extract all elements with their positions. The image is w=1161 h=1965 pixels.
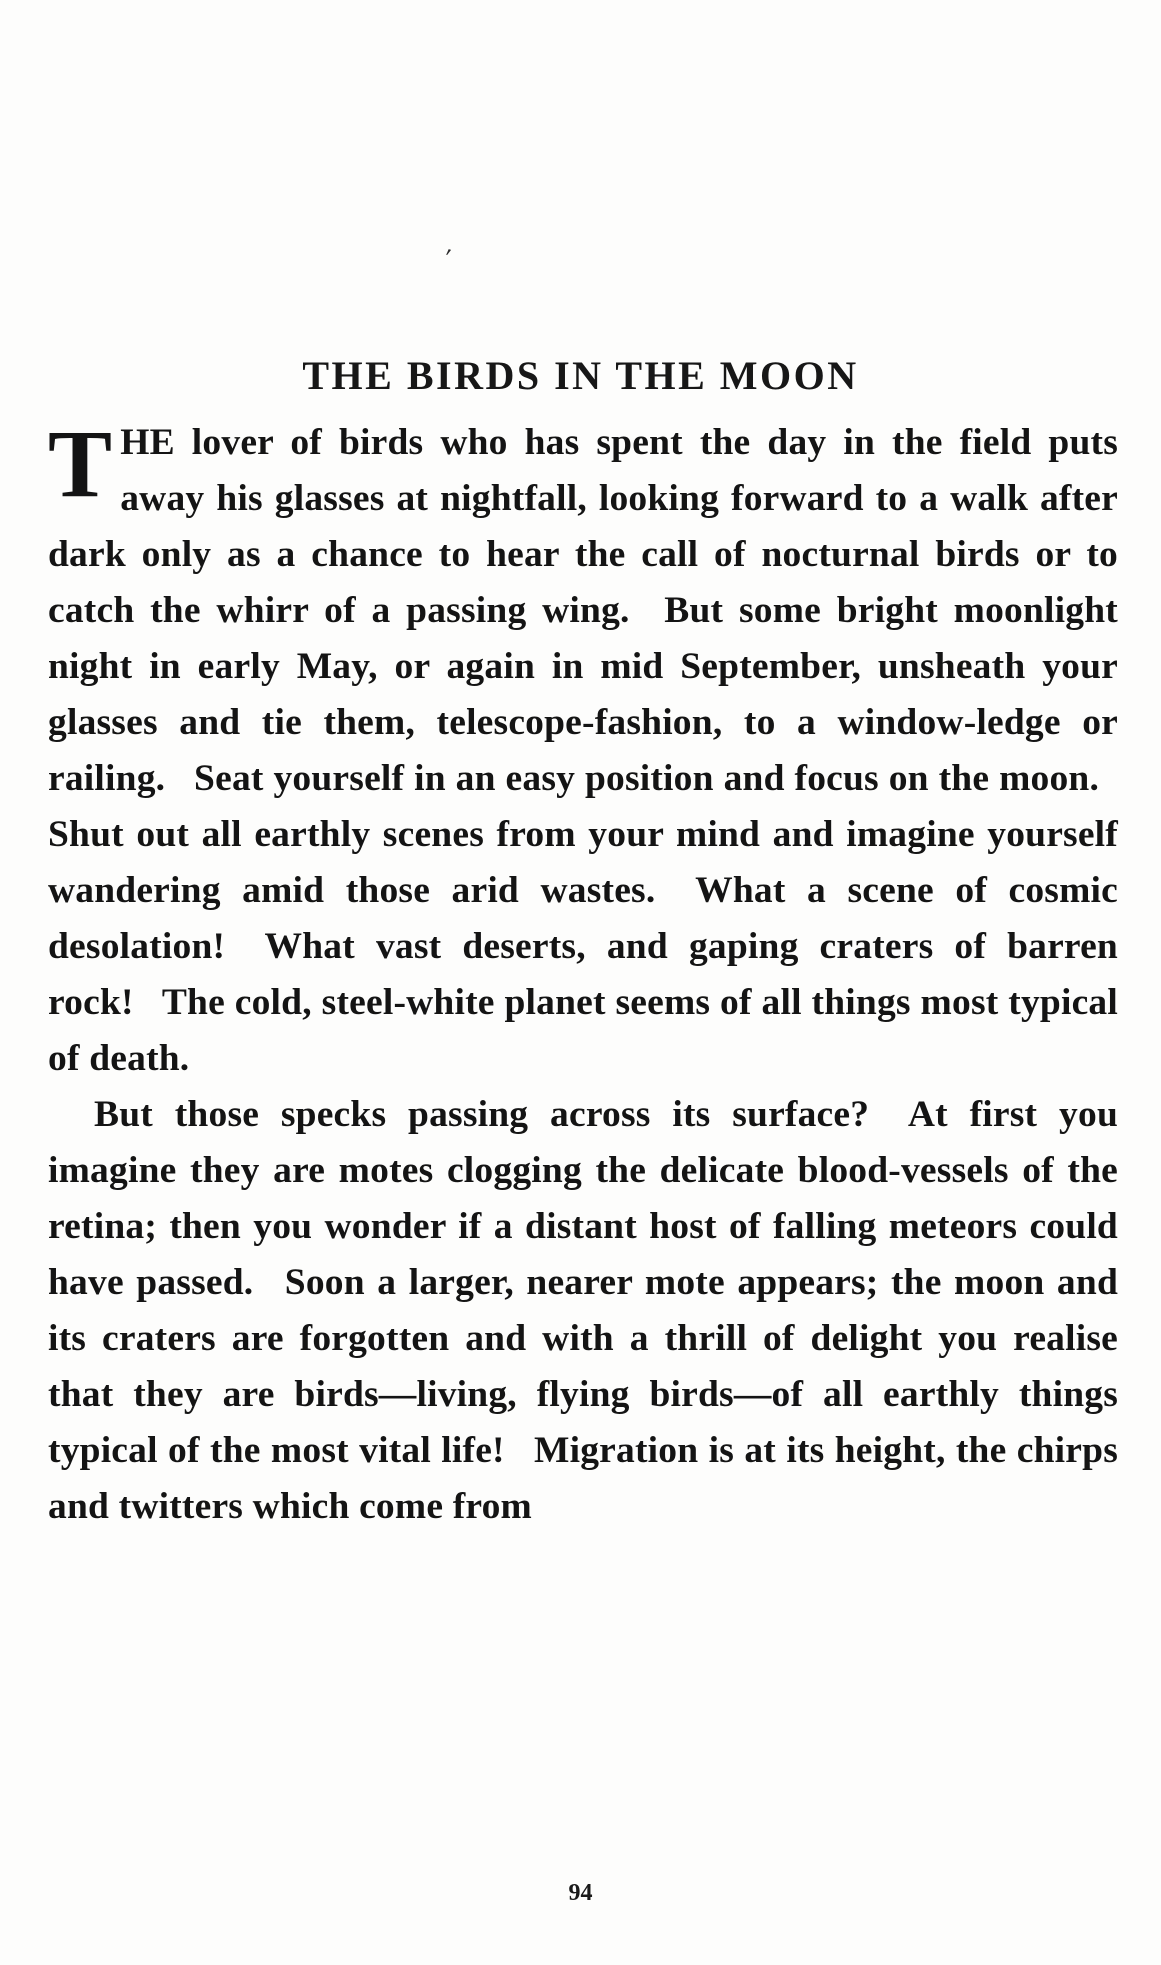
paragraph-first [48,410,1118,1087]
body-text [48,410,1118,1535]
paragraph-second: But those specks passing across its surface? At first you imagine they are motes clogging the delicate blood-vessels of the retina; then you wonder if a distant host of falling meteors could have passed. Soon a larger, nearer mote appears; the moon and its craters are forgotten and with a thrill of delight you realise that they are birds—living, flying birds—of all earthly things typical of the most vital life! Migration is at its height, the chirps and twitters which come from [48,1094,1118,1527]
stray-ink-mark: ′ [439,242,455,273]
page-number: 94 [568,1880,593,1906]
paragraph-first-text: HE lover of birds who has spent the day in the field puts away his glasses at nightfall, looking forward to a walk after dark only as a chance to hear the call of nocturnal birds or to catch the whirr of a passing wing. But some bright moonlight night in early May, or again in mid September, unsheath your glasses and tie them, telescope-fashion, to a window-ledge or railing. Seat yourself in an easy position and focus on the moon. Shut out all earthly scenes from your mind and imagine yourself wandering amid those arid wastes. What a scene of cosmic desolation! What vast deserts, and gaping craters of barren rock! The cold, steel-white planet seems of all things most typical of death. [48,422,1118,1079]
drop-cap: T [48,410,113,517]
page-title: THE BIRDS IN THE MOON [302,352,859,398]
